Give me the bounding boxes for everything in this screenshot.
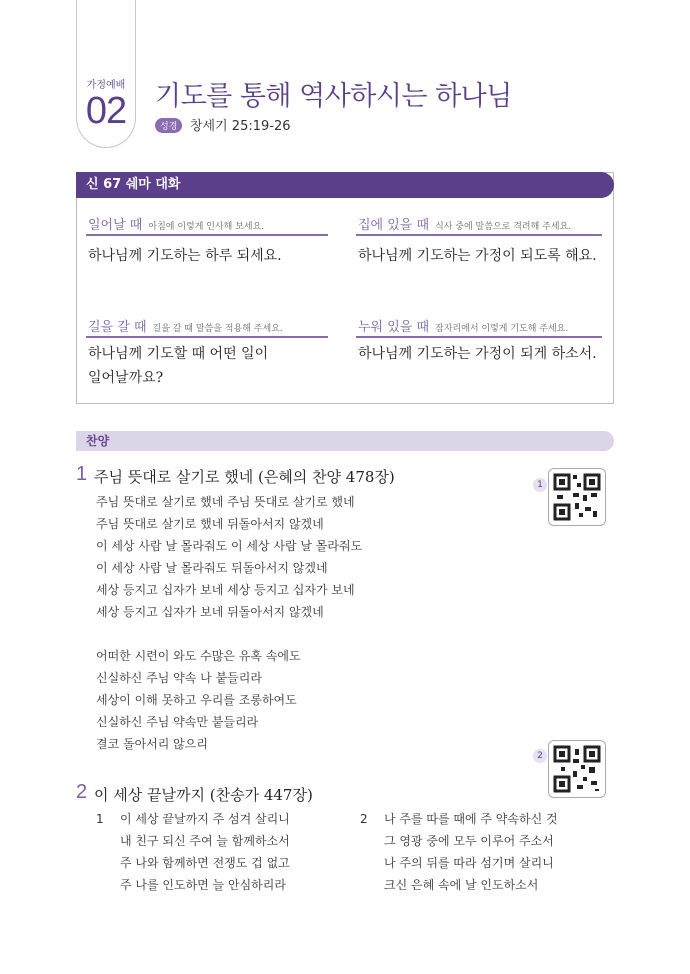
dialogue-text: 하나님께 기도하는 가정이 되도록 해요. [358, 248, 597, 264]
qr-code-icon [549, 741, 605, 797]
shema-dialogue-heading: 신 67 쉐마 대화 [76, 172, 614, 198]
dialogue-text: 하나님께 기도하는 하루 되세요. [88, 248, 282, 264]
dialogue-hint: 잠자리에서 이렇게 기도해 주세요. [435, 324, 569, 334]
dialogue-hint: 식사 중에 말씀으로 격려해 주세요. [435, 222, 572, 232]
lyric-line: 세상 등지고 십자가 보네 세상 등지고 십자가 보네 [96, 583, 355, 597]
qr-code[interactable] [548, 468, 606, 526]
qr-label: 2 [533, 749, 547, 763]
verse-lyrics [384, 808, 558, 896]
praise-heading: 찬양 [76, 431, 614, 451]
verse-number: 2 [360, 812, 368, 826]
song-number: 2 [76, 781, 88, 803]
lyric-line: 어떠한 시련이 와도 수많은 유혹 속에도 [96, 649, 301, 663]
lesson-category: 가정예배 [86, 80, 126, 91]
dialogue-hint: 아침에 이렇게 인사해 보세요. [148, 222, 265, 232]
lyric-line: 나 주를 따를 때에 주 약속하신 것 [384, 812, 558, 826]
lyric-line: 그 영광 중에 모두 이루어 주소서 [384, 834, 554, 848]
scripture-reference: 창세기 25:19-26 [190, 119, 291, 134]
divider-line [86, 336, 328, 338]
lyric-line: 결코 돌아서리 않으리 [96, 737, 208, 751]
dialogue-label-bed [358, 316, 568, 335]
song-title: 주님 뜻대로 살기로 했네 (은혜의 찬양 478장) [94, 468, 395, 486]
lyric-line: 이 세상 끝날까지 주 섬겨 살리니 [120, 812, 290, 826]
lyric-line: 주님 뜻대로 살기로 했네 뒤돌아서지 않겠네 [96, 517, 324, 531]
dialogue-label: 집에 있을 때 [358, 218, 430, 233]
divider-line [356, 234, 602, 236]
lyric-line: 신실하신 주님 약속만 붙들리라 [96, 715, 259, 729]
dialogue-text: 하나님께 기도하는 가정이 되게 하소서. [358, 346, 597, 362]
dialogue-hint: 길을 갈 때 말씀을 적용해 주세요. [152, 324, 283, 334]
verse-number: 1 [96, 812, 104, 826]
lyric-line: 주 나와 함께하면 전쟁도 겁 없고 [120, 856, 290, 870]
song-title: 이 세상 끝날까지 (찬송가 447장) [94, 786, 313, 804]
dialogue-text-line: 하나님께 기도할 때 어떤 일이 [88, 346, 269, 362]
dialogue-text-line: 일어날까요? [88, 370, 164, 386]
dialogue-label: 길을 갈 때 [88, 320, 147, 335]
lyric-line: 세상이 이해 못하고 우리를 조롱하여도 [96, 693, 297, 707]
song-lyrics [96, 491, 362, 755]
lyric-line: 이 세상 사람 날 몰라줘도 뒤돌아서지 않겠네 [96, 561, 328, 575]
dialogue-label-home [358, 214, 571, 233]
lesson-number: 02 [85, 90, 127, 132]
lyric-line: 신실하신 주님 약속 나 붙들리라 [96, 671, 262, 685]
lyric-spacer [96, 623, 362, 645]
lyric-line: 세상 등지고 십자가 보네 뒤돌아서지 않겠네 [96, 605, 324, 619]
qr-code-icon [549, 469, 605, 525]
dialogue-label-walk [88, 316, 283, 335]
scripture-tag: 성경 [155, 118, 182, 133]
lyric-line: 주 나를 인도하면 늘 안심하리라 [120, 878, 286, 892]
lyric-line: 주님 뜻대로 살기로 했네 주님 뜻대로 살기로 했네 [96, 495, 355, 509]
dialogue-label: 일어날 때 [88, 218, 143, 233]
dialogue-label-wakeup [88, 214, 264, 233]
page-title: 기도를 통해 역사하시는 하나님 [155, 81, 512, 112]
divider-line [356, 336, 602, 338]
lyric-line: 내 친구 되신 주여 늘 함께하소서 [120, 834, 290, 848]
verse-lyrics [120, 808, 290, 896]
qr-code[interactable] [548, 740, 606, 798]
dialogue-text [88, 342, 268, 390]
song-number: 1 [76, 463, 88, 485]
dialogue-label: 누워 있을 때 [358, 320, 430, 335]
lyric-line: 이 세상 사람 날 몰라줘도 이 세상 사람 날 몰라줘도 [96, 539, 363, 553]
divider-line [86, 234, 328, 236]
lyric-line: 나 주의 뒤를 따라 섬기며 살리니 [384, 856, 554, 870]
lyric-line: 크신 은혜 속에 날 인도하소서 [384, 878, 539, 892]
qr-label: 1 [533, 478, 547, 492]
